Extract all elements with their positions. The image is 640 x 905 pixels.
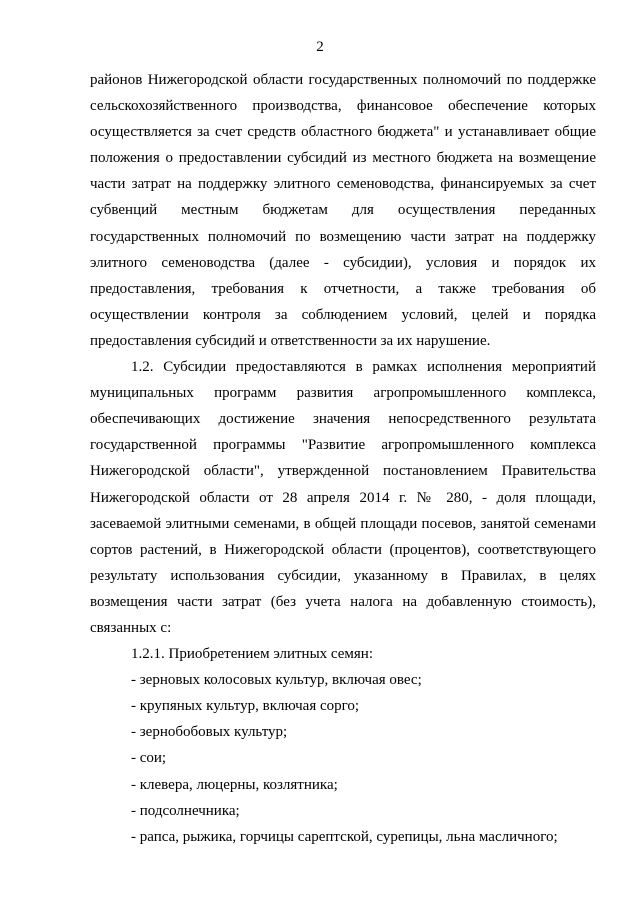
list-item-1-2-1: 1.2.1. Приобретением элитных семян: [131,646,373,663]
paragraph-1-2: 1.2. Субсидии предоставляются в рамках исполнения мероприятий муниципальных программ развития агропромышленного комплекса, обеспечивающих достижение значения непосредственного результата государственной программы "Развитие агропромышленного комплекса Нижегородской области", утвержденной постановлением Правительства Нижегородской области от 28 апреля 2014 г. № 280, - доля площади, засеваемой элитными семенами, в общей площади посевов, занятой семенами сортов растений, в Нижегородской области (процентов), соответствующего результату использования субсидии, указанному в Правилах, в целях возмещения части затрат (без учета налога на добавленную стоимость), связанных с: [90,359,596,636]
list-item: - зернобобовых культур; [131,724,288,741]
paragraph-continuation: районов Нижегородской области государственных полномочий по поддержке сельскохозяйственного производства, финансовое обеспечение которых осуществляется за счет средств областного бюджета" и устанавливает общие положения о предоставлении субсидий из местного бюджета на возмещение части затрат на поддержку элитного семеноводства, финансируемых за счет субвенций местным бюджетам для осуществления переданных государственных полномочий по возмещению части затрат на поддержку элитного семеноводства (далее - субсидии), условия и порядок их предоставления, требования к отчетности, а также требования об осуществлении контроля за соблюдением условий, целей и порядка предоставления субсидий и ответственности за их нарушение. [90,72,596,349]
document-body [90,67,596,850]
page-number: 2 [316,39,324,55]
list-item: - сои; [131,750,167,767]
list-item: - рапса, рыжика, горчицы сарептской, сурепицы, льна масличного; [131,828,558,845]
list-item: - подсолнечника; [131,802,240,819]
list-item: - клевера, люцерны, козлятника; [131,776,338,793]
list-item: - зерновых колосовых культур, включая овес; [131,672,422,689]
list-item: - крупяных культур, включая сорго; [131,698,360,715]
